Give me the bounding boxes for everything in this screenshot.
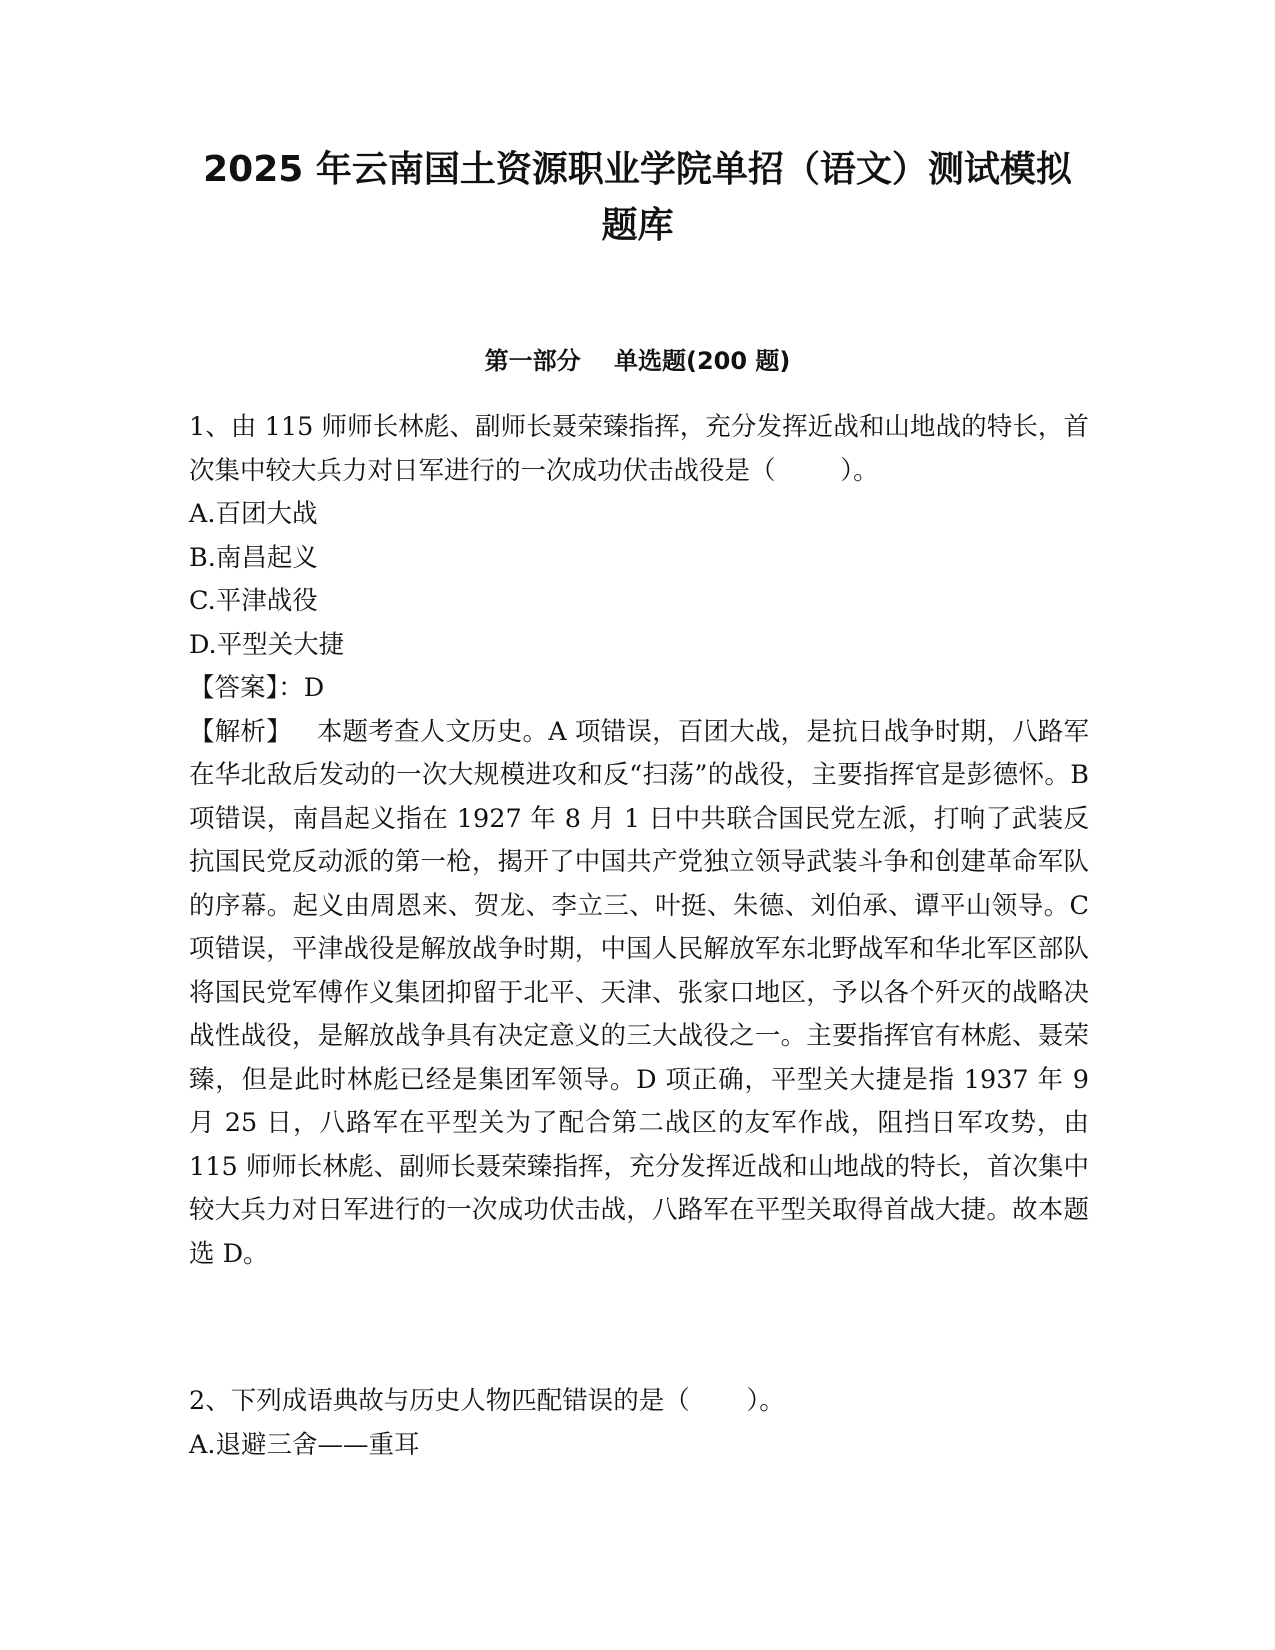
document-title-line-2: 题库 xyxy=(601,205,674,246)
document-title-line-1: 2025 年云南国土资源职业学院单招（语文）测试模拟 xyxy=(203,149,1072,190)
answer-label: 【答案】： xyxy=(189,673,304,703)
question-1-option-c: C.平津战役 xyxy=(189,586,318,616)
question-1-answer xyxy=(189,667,1089,711)
question-2-option-a: A.退避三舍——重耳 xyxy=(189,1429,420,1460)
question-1-stem: 1、由 115 师师长林彪、副师长聂荣臻指挥，充分发挥近战和山地战的特长，首次集中较大兵力对日军进行的一次成功伏击战役是（ ）。 xyxy=(189,412,1089,486)
answer-value: D xyxy=(303,673,325,703)
question-1-option-a: A.百团大战 xyxy=(189,499,318,529)
question-1-option-b: B.南昌起义 xyxy=(189,542,318,573)
question-1 xyxy=(189,406,1098,1276)
section-heading: 第一部分 单选题(200 题) xyxy=(484,347,791,375)
question-1-explanation xyxy=(189,711,1098,1277)
explanation-label: 【解析】 xyxy=(189,716,317,747)
explanation-text: 本题考查人文历史。A 项错误，百团大战，是抗日战争时期，八路军在华北敌后发动的一次大规模进攻和反“扫荡”的战役，主要指挥官是彭德怀。B 项错误，南昌起义指在 1927 年 8 月 1 日中共联合国民党左派，打响了武装反抗国民党反动派的第一枪，揭开了中国共产党独立领导武装斗争和创建革命军队的序幕。起义由周恩来、贺龙、李立三、叶挺、朱德、刘伯承、谭平山领导。C 项错误，平津战役是解放战争时期，中国人民解放军东北野战军和华北军区部队将国民党军傅作义集团抑留于北平、天津、张家口地区，予以各个歼灭的战略决战性战役，是解放战争具有决定意义的三大战役之一。主要指挥官有林彪、聂荣臻，但是此时林彪已经是集团军领导。D 项正确，平型关大捷是指 1937 年 9 月 25 日，八路军在平型关为了配合第二战区的友军作战，阻挡日军攻势，由 115 师师长林彪、副师长聂荣臻指挥，充分发挥近战和山地战的特长，首次集中较大兵力对日军进行的一次成功伏击战，八路军在平型关取得首战大捷。故本题选 D。 xyxy=(189,716,1098,1269)
question-2-stem: 2、下列成语典故与历史人物匹配错误的是（ ）。 xyxy=(189,1386,785,1416)
question-2 xyxy=(189,1380,1089,1467)
question-1-option-d: D.平型关大捷 xyxy=(189,629,345,660)
document-title xyxy=(150,142,1125,254)
